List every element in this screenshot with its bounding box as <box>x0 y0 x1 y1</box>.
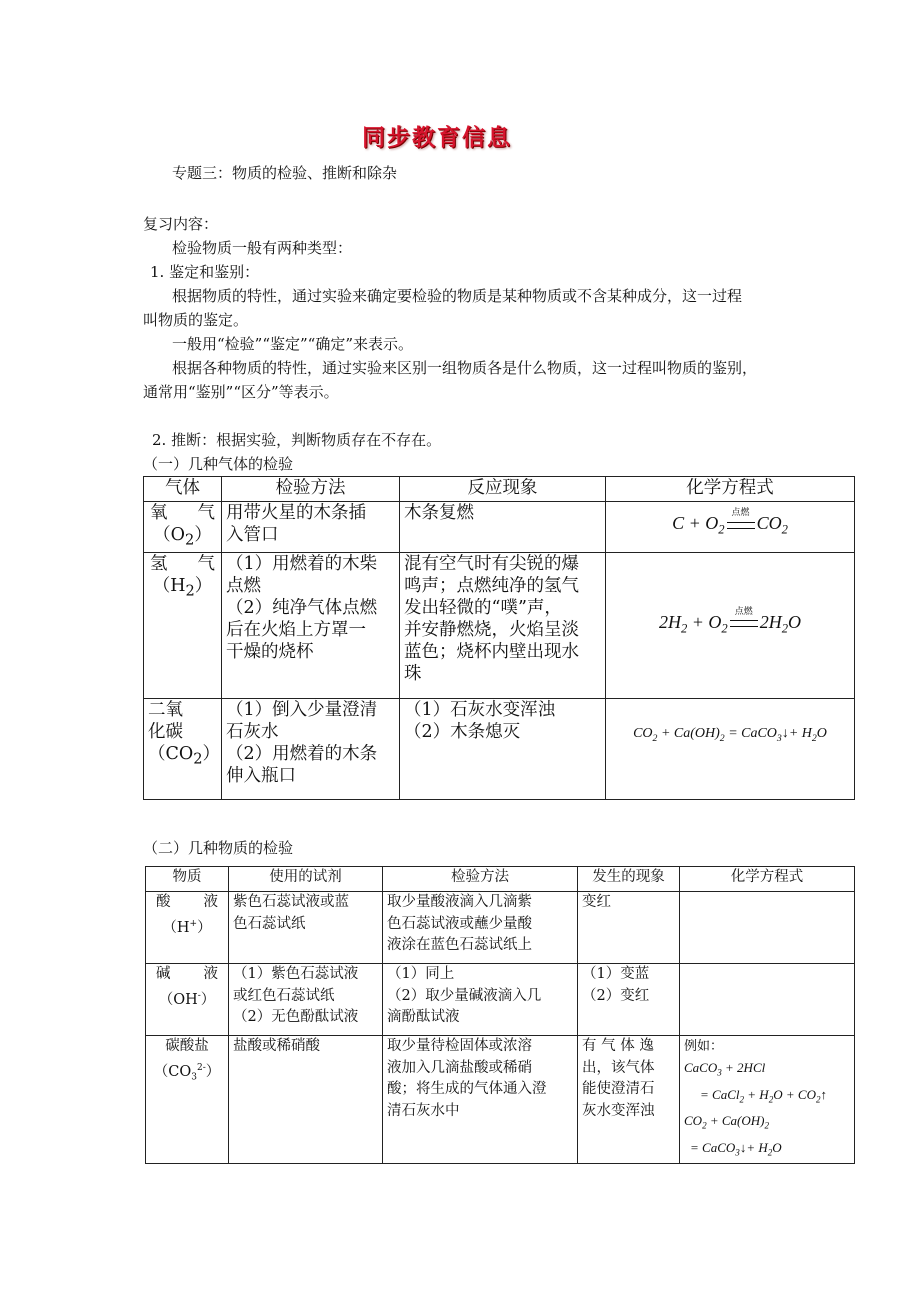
co2-equation: $CO_2 + Ca(OH)_2$ = CaCO$_3$↓+ $H_2O$ <box>633 725 827 744</box>
phenomenon-line: （2）木条熄灭 <box>404 721 521 742</box>
table-header-row <box>146 867 855 892</box>
equation-cell <box>606 502 855 553</box>
phenomenon-line: （1）变蓝 <box>582 966 650 982</box>
equation-cell <box>606 552 855 698</box>
reagent-line: （2）无色酚酞试液 <box>233 1009 359 1025</box>
paragraph-1a: 根据物质的特性，通过实验来确定要检验的物质是某种物质或不含某种成分，这一过程 <box>172 287 743 305</box>
intro-line: 检验物质一般有两种类型： <box>172 239 353 257</box>
carbonate-equation-2a: $CO_2 + Ca(OH)_2$ <box>684 1113 770 1131</box>
reagent-line: 或红色石蕊试纸 <box>233 987 335 1004</box>
gas-formula-close: ） <box>194 575 213 596</box>
phenomenon-cell <box>400 552 606 698</box>
method-line: （1）倒入少量澄清 <box>226 699 378 720</box>
substance-cell <box>146 964 229 1036</box>
paragraph-3a: 根据各种物质的特性，通过实验来区别一组物质各是什么物质，这一过程叫物质的鉴别， <box>172 359 758 377</box>
header-cell: 检验方法 <box>222 477 400 502</box>
method-line: 入管口 <box>226 525 279 545</box>
method-line: 取少量酸液滴入几滴紫 <box>387 894 532 910</box>
gas-cell <box>144 502 222 553</box>
gas-cell <box>144 698 222 799</box>
ion-charge: - <box>197 990 201 1001</box>
phenomenon-cell <box>578 892 680 964</box>
header-cell: 物质 <box>146 867 229 892</box>
phenomenon-cell <box>400 502 606 553</box>
method-line: 取少量待检固体或浓溶 <box>387 1038 532 1054</box>
method-line: 色石蕊试液或蘸少量酸 <box>387 915 532 932</box>
method-line: （2）用燃着的木条 <box>226 743 378 764</box>
gas-formula: （H <box>152 575 186 596</box>
section-1-title: （一）几种气体的检验 <box>143 455 294 473</box>
method-line: 清石灰水中 <box>387 1102 460 1119</box>
method-line: 滴酚酞试液 <box>387 1009 460 1025</box>
ion-formula: （CO <box>153 1063 192 1080</box>
phenomenon-line: 发出轻微的“噗”声， <box>404 597 562 618</box>
gas-name-part: 气 <box>197 553 215 574</box>
reagent-cell <box>229 1036 383 1164</box>
method-line: 液涂在蓝色石蕊试纸上 <box>387 937 532 953</box>
gas-formula: （O <box>153 525 186 545</box>
condition-label: 点燃 <box>731 507 750 518</box>
gas-formula-sub: 2 <box>185 531 195 549</box>
phenomenon-line: 变红 <box>582 894 611 910</box>
reagent-line: （1）紫色石蕊试液 <box>233 966 359 982</box>
reagent-line: 紫色石蕊试液或蓝 <box>233 894 349 910</box>
method-line: 干燥的烧杯 <box>226 641 314 662</box>
gas-formula: （CO <box>148 743 194 764</box>
method-line: （1）同上 <box>387 966 455 982</box>
gas-formula-sub: 2 <box>185 582 195 599</box>
phenomenon-line: 珠 <box>404 663 422 684</box>
method-cell <box>222 698 400 799</box>
phenomenon-line: 混有空气时有尖锐的爆 <box>404 553 579 574</box>
paragraph-3b: 通常用“鉴别”“区分”等表示。 <box>143 383 339 401</box>
ion-sub: 3 <box>191 1072 197 1083</box>
phenomenon-cell <box>400 698 606 799</box>
review-label: 复习内容： <box>143 215 219 233</box>
table-row <box>146 964 855 1036</box>
gas-test-table <box>143 476 855 800</box>
item-2-heading: 2. 推断：根据实验，判断物质存在不存在。 <box>152 431 442 449</box>
ion-close: ） <box>200 991 216 1008</box>
gas-cell <box>144 552 222 698</box>
method-line: 石灰水 <box>226 721 279 742</box>
substance-cell <box>146 1036 229 1164</box>
ion-close: ） <box>205 1063 221 1080</box>
carbonate-equation-1b: = CaCl$_2$ + $H_2O$ + $CO_2↑$ <box>700 1086 828 1105</box>
equation-cell <box>680 892 855 964</box>
header-cell: 使用的试剂 <box>229 867 383 892</box>
carbonate-equation-2b: = CaCO$_3$↓+ $H_2O$ <box>690 1139 782 1158</box>
header-cell: 反应现象 <box>400 477 606 502</box>
ion-charge: 2- <box>196 1062 206 1073</box>
item-1-heading: 1. 鉴定和鉴别： <box>150 263 260 281</box>
brand-logo-title: 同步教育信息 <box>362 125 512 151</box>
table-row <box>146 1036 855 1164</box>
method-cell <box>222 552 400 698</box>
equation-cell <box>606 698 855 799</box>
header-cell: 气体 <box>144 477 222 502</box>
gas-name-part: 氢 <box>150 553 168 574</box>
phenomenon-line: 鸣声；点燃纯净的氢气 <box>404 575 579 596</box>
substance-name-part: 液 <box>203 894 218 910</box>
phenomenon-line: 木条复燃 <box>404 503 474 523</box>
method-line: 后在火焰上方罩一 <box>226 619 366 640</box>
method-line: 伸入瓶口 <box>226 765 296 786</box>
reagent-line: 色石蕊试纸 <box>233 915 306 932</box>
gas-name-part: 氧 <box>150 503 168 523</box>
equation-cell <box>680 964 855 1036</box>
phenomenon-line: 并安静燃烧，火焰呈淡 <box>404 619 579 640</box>
paragraph-1b: 叫物质的鉴定。 <box>143 311 249 329</box>
method-line: （2）纯净气体点燃 <box>226 597 378 618</box>
reagent-cell <box>229 892 383 964</box>
method-line: 点燃 <box>226 575 261 596</box>
header-cell: 检验方法 <box>383 867 578 892</box>
reagent-line: 盐酸或稀硝酸 <box>233 1038 320 1054</box>
table-header-row <box>144 477 855 502</box>
method-cell <box>222 502 400 553</box>
reagent-cell <box>229 964 383 1036</box>
phenomenon-line: （1）石灰水变浑浊 <box>404 699 556 720</box>
substance-name-part: 液 <box>203 966 218 982</box>
table-row <box>146 892 855 964</box>
method-line: （1）用燃着的木柴 <box>226 553 378 574</box>
method-cell <box>383 1036 578 1164</box>
method-line: 用带火星的木条插 <box>226 503 366 523</box>
substance-name-part: 碱 <box>156 966 171 982</box>
topic-line: 专题三：物质的检验、推断和除杂 <box>172 164 398 182</box>
condition-label: 点燃 <box>734 605 753 616</box>
header-cell: 化学方程式 <box>606 477 855 502</box>
oxygen-equation: $C + O_2$ 点燃 $CO_2$ <box>672 513 788 533</box>
table-row <box>144 502 855 553</box>
table-row <box>144 552 855 698</box>
phenomenon-line: （2）变红 <box>582 987 650 1004</box>
header-cell: 化学方程式 <box>680 867 855 892</box>
carbonate-equation-1a: CaCO$_3$ + 2HCl <box>684 1060 766 1078</box>
method-cell <box>383 964 578 1036</box>
ion-charge: + <box>189 918 198 929</box>
table-row <box>144 698 855 799</box>
phenomenon-line: 出，该气体 <box>582 1059 655 1076</box>
method-line: 酸；将生成的气体通入澄 <box>387 1081 547 1097</box>
paragraph-2: 一般用“检验”“鉴定”“确定”来表示。 <box>172 335 414 353</box>
substance-cell <box>146 892 229 964</box>
gas-name-part: 气 <box>197 503 215 523</box>
gas-name-part: 二氧 <box>148 699 183 720</box>
ion-formula: （H <box>162 919 190 936</box>
ion-close: ） <box>197 919 212 936</box>
section-2-title: （二）几种物质的检验 <box>143 839 294 857</box>
method-line: （2）取少量碱液滴入几 <box>387 987 542 1004</box>
substance-name-part: 酸 <box>156 894 171 910</box>
substance-name-part: 碳酸盐 <box>165 1038 209 1054</box>
hydrogen-equation: $2H_2 + O_2$ 点燃 $2H_2O$ <box>659 612 801 632</box>
phenomenon-line: 蓝色；烧杯内壁出现水 <box>404 641 579 662</box>
gas-formula-close: ） <box>194 525 212 545</box>
phenomenon-line: 能使澄清石 <box>582 1081 655 1097</box>
method-line: 液加入几滴盐酸或稀硝 <box>387 1059 532 1076</box>
gas-formula-sub: 2 <box>193 750 203 767</box>
gas-formula-close: ） <box>202 743 221 764</box>
header-cell: 发生的现象 <box>578 867 680 892</box>
phenomenon-line: 灰水变浑浊 <box>582 1102 655 1119</box>
ion-formula: （OH <box>158 991 198 1008</box>
phenomenon-line: 有 气 体 逸 <box>582 1038 654 1054</box>
phenomenon-cell <box>578 1036 680 1164</box>
substance-test-table <box>145 866 855 1164</box>
phenomenon-cell <box>578 964 680 1036</box>
equation-cell <box>680 1036 855 1164</box>
method-cell <box>383 892 578 964</box>
gas-name-part: 化碳 <box>148 721 183 742</box>
example-label: 例如： <box>684 1039 724 1054</box>
